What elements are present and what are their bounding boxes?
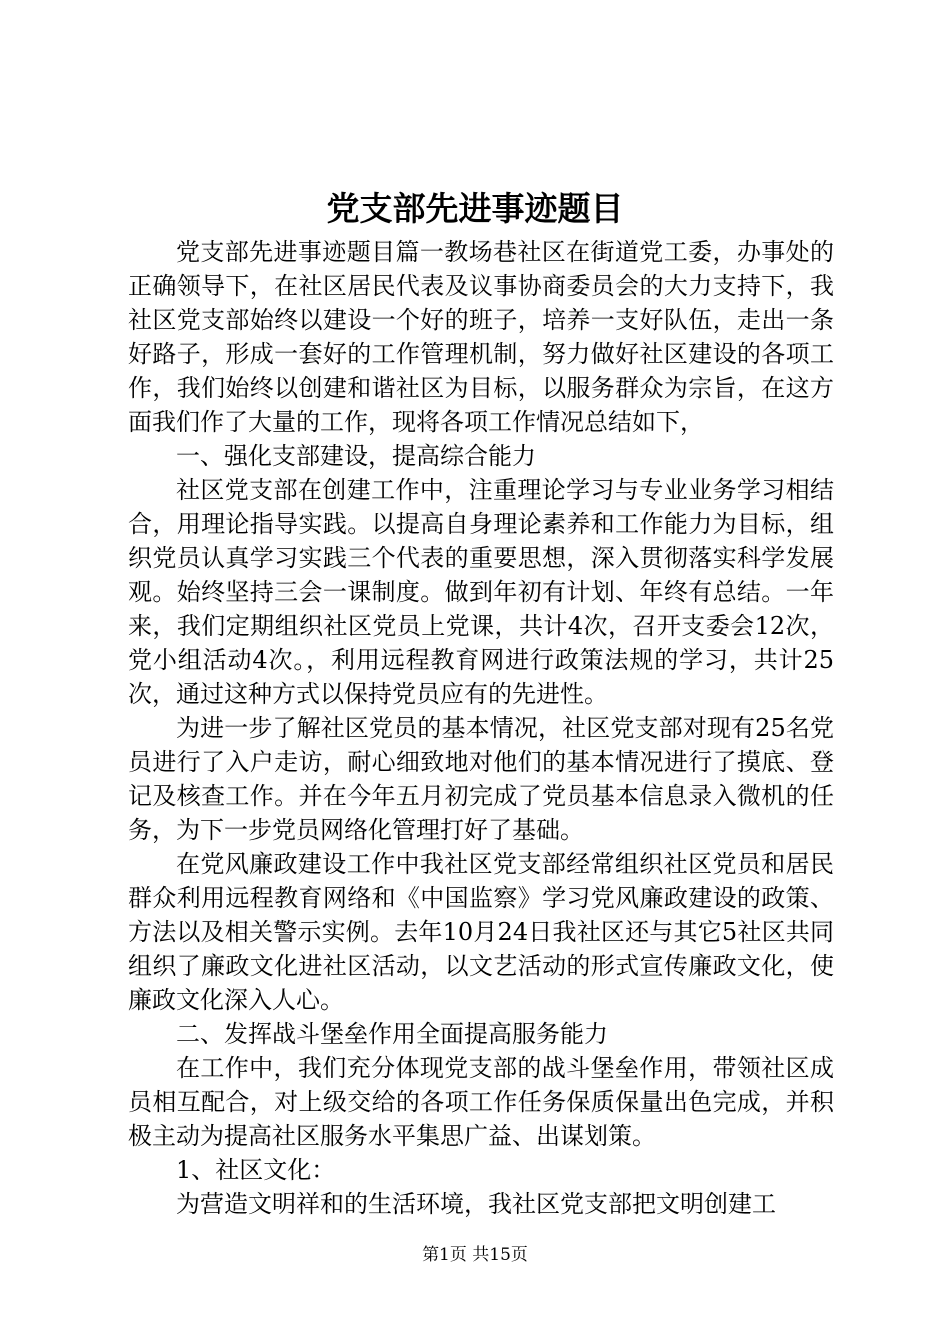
section-heading-1: 一、强化支部建设，提高综合能力	[176, 442, 536, 470]
paragraph-service: 在工作中，我们充分体现党支部的战斗堡垒作用，带领社区成员相互配合，对上级交给的各项工作任务保质保量出色完成，并积极主动为提高社区服务水平集思广益、出谋划策。	[128, 1054, 834, 1150]
page-number: 第1页 共15页	[422, 1245, 528, 1265]
page-title: 党支部先进事迹题目	[326, 189, 624, 228]
paragraph-intro: 党支部先进事迹题目篇一教场巷社区在街道党工委，办事处的正确领导下，在社区居民代表及议事协商委员会的大力支持下，我社区党支部始终以建设一个好的班子，培养一支好队伍，走出一条好路子，形成一套好的工作管理机制，努力做好社区建设的各项工作，我们始终以创建和谐社区为目标，以服务群众为宗旨，在这方面我们作了大量的工作，现将各项工作情况总结如下，	[128, 238, 834, 436]
section-heading-2: 二、发挥战斗堡垒作用全面提高服务能力	[176, 1020, 608, 1048]
paragraph-study: 社区党支部在创建工作中，注重理论学习与专业业务学习相结合，用理论指导实践。以提高自身理论素养和工作能力为目标，组织党员认真学习实践三个代表的重要思想，深入贯彻落实科学发展观。始终坚持三会一课制度。做到年初有计划、年终有总结。一年来，我们定期组织社区党员上党课，共计4次，召开支委会12次，党小组活动4次。，利用远程教育网进行政策法规的学习，共计25次，通过这种方式以保持党员应有的先进性。	[128, 476, 834, 708]
paragraph-member-survey: 为进一步了解社区党员的基本情况，社区党支部对现有25名党员进行了入户走访，耐心细致地对他们的基本情况进行了摸底、登记及核查工作。并在今年五月初完成了党员基本信息录入微机的任务，为下一步党员网络化管理打好了基础。	[128, 714, 834, 844]
subsection-heading-culture: 1、社区文化：	[176, 1156, 336, 1184]
paragraph-culture: 为营造文明祥和的生活环境，我社区党支部把文明创建工	[176, 1190, 776, 1218]
paragraph-integrity: 在党风廉政建设工作中我社区党支部经常组织社区党员和居民群众利用远程教育网络和《中国监察》学习党风廉政建设的政策、方法以及相关警示实例。去年10月24日我社区还与其它5社区共同组织了廉政文化进社区活动，以文艺活动的形式宣传廉政文化，使廉政文化深入人心。	[128, 850, 834, 1014]
document-body	[128, 235, 834, 1221]
